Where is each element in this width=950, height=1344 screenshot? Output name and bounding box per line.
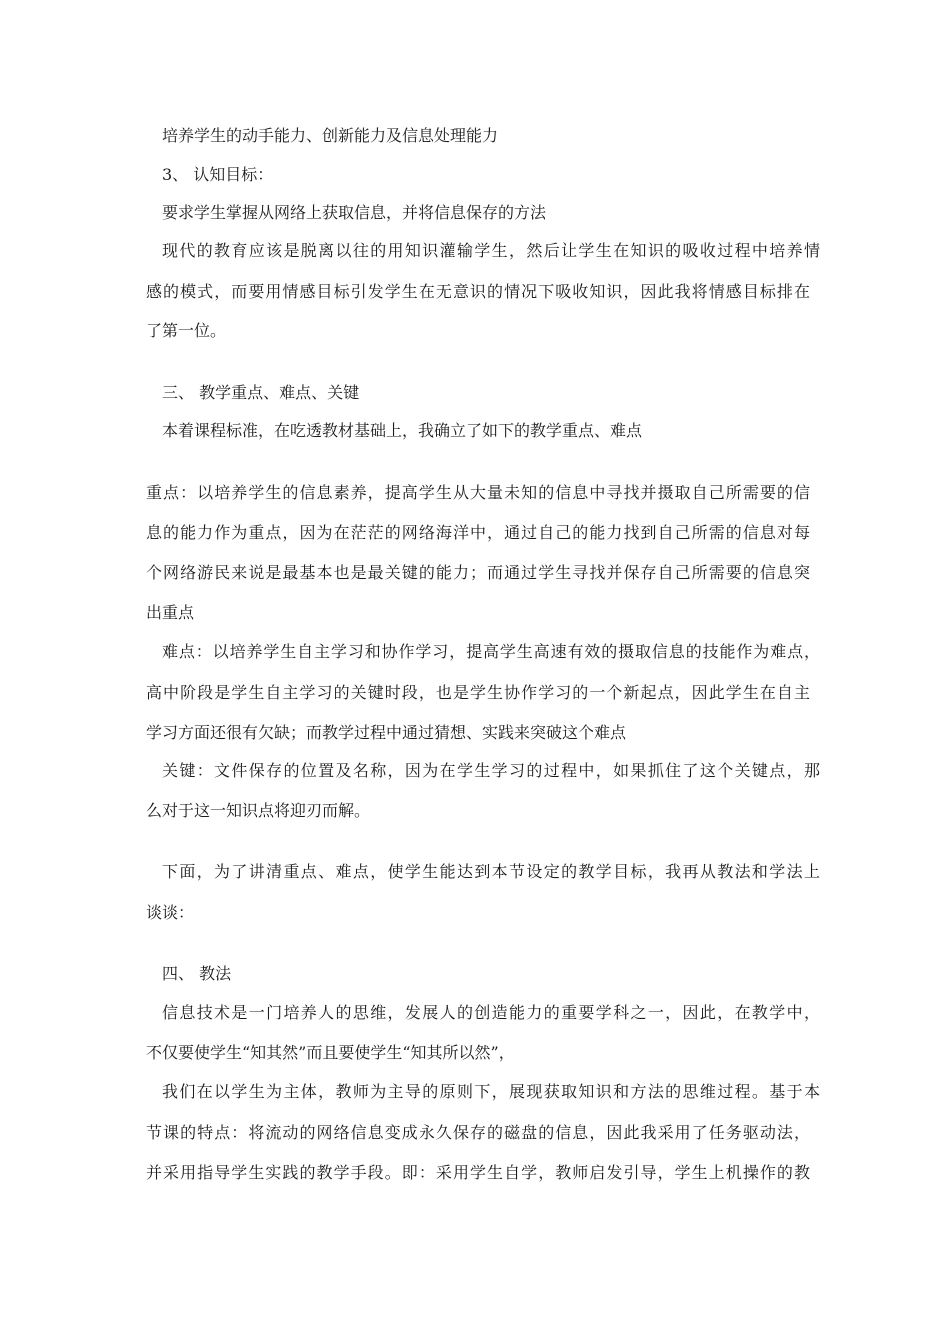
text-line: 信息技术是一门培养人的思维，发展人的创造能力的重要学科之一，因此，在教学中， [162, 1003, 820, 1022]
text-line: 本着课程标准，在吃透教材基础上，我确立了如下的教学重点、难点 [162, 421, 643, 440]
section-heading: 3、 认知目标： [162, 165, 274, 184]
section-heading: 三、 教学重点、难点、关键 [162, 383, 360, 402]
text-line: 节课的特点：将流动的网络信息变成永久保存的磁盘的信息，因此我采用了任务驱动法， [146, 1123, 810, 1142]
text-line: 要求学生掌握从网络上获取信息，并将信息保存的方法 [162, 203, 547, 222]
text-line: 下面，为了讲清重点、难点，使学生能达到本节设定的教学目标，我再从教法和学法上 [162, 862, 820, 881]
text-line: 学习方面还很有欠缺；而教学过程中通过猜想、实践来突破这个难点 [146, 723, 627, 742]
text-line: 谈谈： [146, 903, 195, 922]
text-line: 出重点 [146, 603, 195, 622]
section-heading: 四、 教法 [162, 964, 232, 983]
text-line: 难点：以培养学生自主学习和协作学习，提高学生高速有效的摄取信息的技能作为难点， [162, 642, 820, 661]
text-line: 高中阶段是学生自主学习的关键时段，也是学生协作学习的一个新起点，因此学生在自主 [146, 683, 810, 702]
text-line: 么对于这一知识点将迎刃而解。 [146, 801, 371, 820]
text-line: 我们在以学生为主体，教师为主导的原则下，展现获取知识和方法的思维过程。基于本 [162, 1082, 820, 1101]
text-line: 息的能力作为重点，因为在茫茫的网络海洋中，通过自己的能力找到自己所需的信息对每 [146, 523, 810, 542]
text-line: 现代的教育应该是脱离以往的用知识灌输学生，然后让学生在知识的吸收过程中培养情 [162, 241, 820, 260]
text-line: 不仅要使学生“知其然”而且要使学生“知其所以然”， [146, 1043, 515, 1062]
text-line: 并采用指导学生实践的教学手段。即：采用学生自学，教师启发引导，学生上机操作的教 [146, 1163, 810, 1182]
text-line: 关键：文件保存的位置及名称，因为在学生学习的过程中，如果抓住了这个关键点，那 [162, 761, 820, 780]
text-line: 了第一位。 [146, 321, 227, 340]
text-line: 感的模式，而要用情感目标引发学生在无意识的情况下吸收知识，因此我将情感目标排在 [146, 282, 810, 301]
text-line: 个网络游民来说是最基本也是最关键的能力；而通过学生寻找并保存自己所需要的信息突 [146, 563, 810, 582]
text-line: 重点：以培养学生的信息素养，提高学生从大量未知的信息中寻找并摄取自己所需要的信 [146, 483, 810, 502]
text-line: 培养学生的动手能力、创新能力及信息处理能力 [162, 126, 499, 145]
